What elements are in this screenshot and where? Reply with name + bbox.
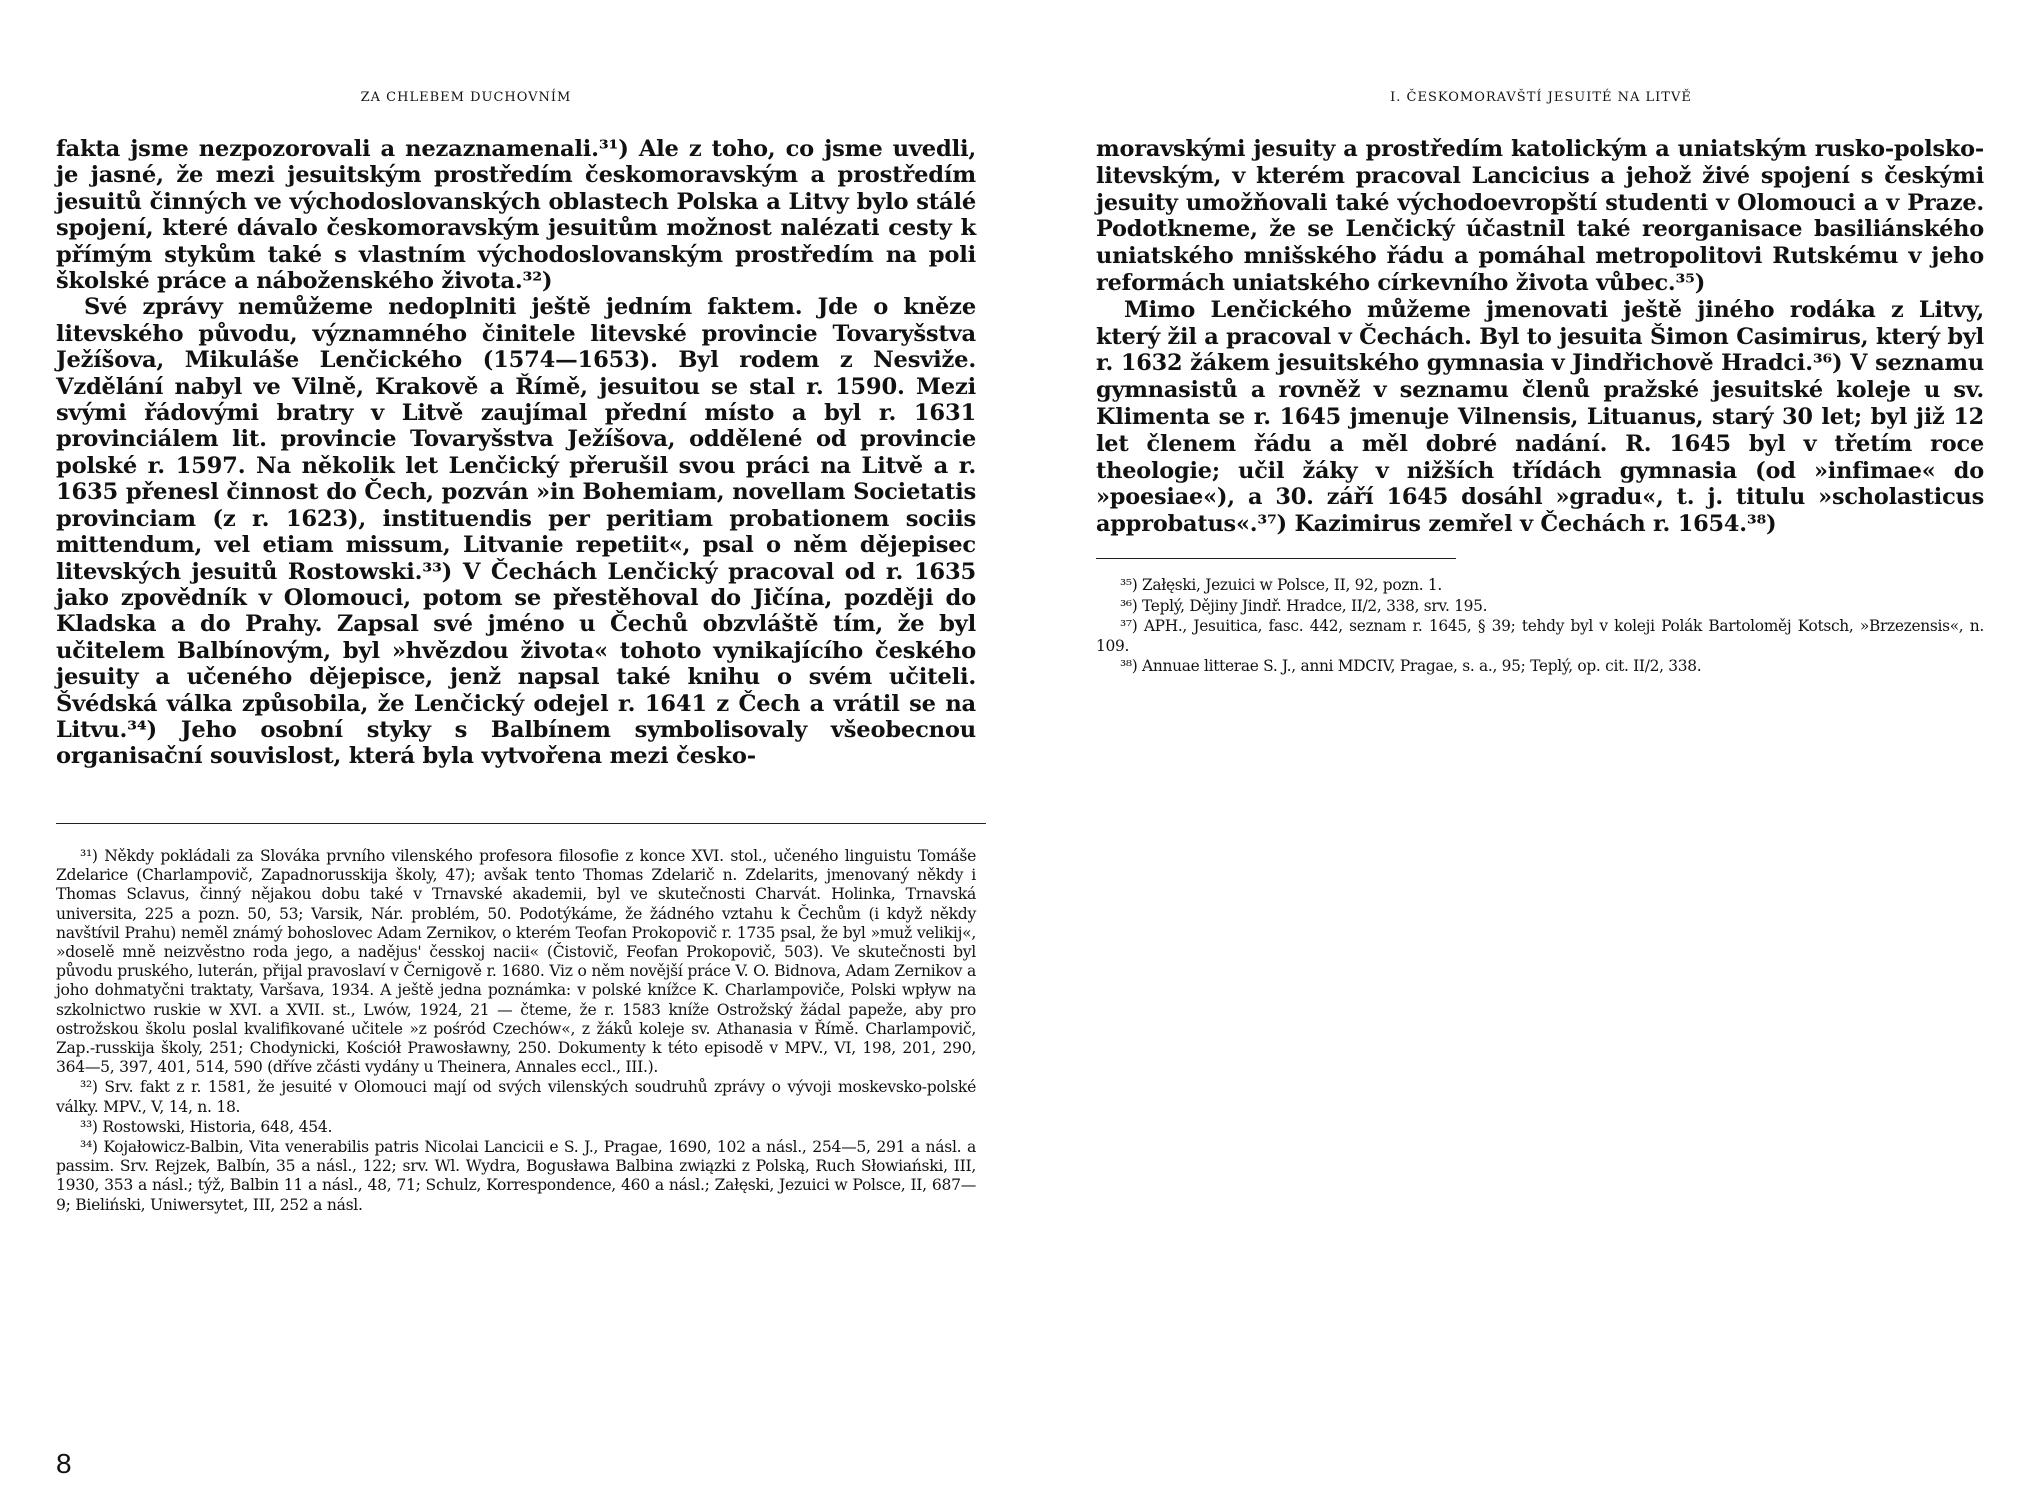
footnote-34: ³⁴) Kojałowicz-Balbin, Vita venerabilis patris Nicolai Lancicii e S. J., Pragae, 1690, 102 a násl., 254—5, 291 a násl. a passim. Srv. Rejzek, Balbín, 35 a násl., 122; srv. Wl. Wydra, Bogusława Balbina związki z Polską, Ruch Słowiański, III, 1930, 353 a násl.; týž, Balbin 11 a násl., 48, 71; Schulz, Korrespondence, 460 a násl.; Załęski, Jezuici w Polsce, II, 687—9; Bieliński, Uniwersytet, III, 252 a násl. xyxy=(56,1138,976,1214)
left-running-head: ZA CHLEBEM DUCHOVNÍM xyxy=(360,90,572,105)
footnote-33: ³³) Rostowski, Historia, 648, 454. xyxy=(80,1117,333,1136)
right-footnotes xyxy=(1096,576,1984,678)
right-paragraph-2: Mimo Lenčického můžeme jmenovati ještě jiného rodáka z Litvy, který žil a pracoval v Čechách. Byl to jesuita Šimon Casimirus, který byl r. 1632 žákem jesuitského gymnasia v Jindřichově Hradci.³⁶) V seznamu gymnasistů a rovněž v seznamu členů pražské jesuitské koleje u sv. Klimenta se r. 1645 jmenuje Vilnensis, Lituanus, starý 30 let; byl již 12 let členem řádu a měl dobré nadání. R. 1645 byl v třetím roce theologie; učil žáky v nižších třídách gymnasia (od »infimae« do »poesiae«), a 30. září 1645 dosáhl »gradu«, t. j. titulu »scholasticus approbatus«.³⁷) Kazimirus zemřel v Čechách r. 1654.³⁸) xyxy=(1096,296,1984,538)
left-footnote-divider xyxy=(56,823,986,824)
footnote-37: ³⁷) APH., Jesuitica, fasc. 442, seznam r. 1645, § 39; tehdy byl v koleji Polák Bartoloměj Kotsch, »Brzezensis«, n. 109. xyxy=(1096,617,1984,655)
left-paragraph-2: Své zprávy nemůžeme nedoplniti ještě jedním faktem. Jde o kněze litevského původu, významného činitele litevské provincie Tovaryšstva Ježíšova, Mikuláše Lenčického (1574—1653). Byl rodem z Nesviže. Vzdělání nabyl ve Vilně, Krakově a Římě, jesuitou se stal r. 1590. Mezi svými řádovými bratry v Litvě zaujímal přední místo a byl r. 1631 provinciálem lit. provincie Tovaryšstva Ježíšova, oddělené od provincie polské r. 1597. Na několik let Lenčický přerušil svou práci na Litvě a r. 1635 přenesl činnost do Čech, pozván »in Bohemiam, novellam Societatis provinciam (z r. 1623), instituendis per peritiam probationem sociis mittendum, vel etiam missum, Litvanie repetiit«, psal o něm dějepisec litevských jesuitů Rostowski.³³) V Čechách Lenčický pracoval od r. 1635 jako zpovědník v Olomouci, potom se přestěhoval do Jičína, později do Kladska a do Prahy. Zapsal své jméno u Čechů obzvláště tím, že byl učitelem Balbínovým, byl »hvězdou života« tohoto vynikajícího českého jesuity a učeného dějepisce, jenž napsal také knihu o svém učiteli. Švédská válka způsobila, že Lenčický odejel r. 1641 z Čech a vrátil se na Litvu.³⁴) Jeho osobní styky s Balbínem symbolisovaly všeobecnou organisační souvislost, která byla vytvořena mezi česko- xyxy=(56,294,976,770)
left-footnotes xyxy=(56,847,976,1216)
right-page xyxy=(1096,0,1984,1500)
right-running-head: I. ČESKOMORAVŠTÍ JESUITÉ NA LITVĚ xyxy=(1390,90,1692,105)
right-body-text xyxy=(1096,136,1984,538)
footnote-36: ³⁶) Teplý, Dějiny Jindř. Hradce, II/2, 338, srv. 195. xyxy=(1120,596,1488,615)
page-number: 8 xyxy=(56,1448,72,1479)
left-page xyxy=(56,0,976,1500)
left-body-text xyxy=(56,136,976,770)
footnote-38: ³⁸) Annuae litterae S. J., anni MDCIV, Pragae, s. a., 95; Teplý, op. cit. II/2, 338. xyxy=(1120,657,1702,676)
right-footnote-divider xyxy=(1096,558,1456,559)
left-paragraph-1: fakta jsme nezpozorovali a nezaznamenali.³¹) Ale z toho, co jsme uvedli, je jasné, že mezi jesuitským prostředím českomoravským a prostředím jesuitů činných ve východoslovanských oblastech Polska a Litvy bylo stálé spojení, které dávalo českomoravským jesuitům možnost nalézati cesty k přímým stykům také s vlastním východoslovanským prostředím na poli školské práce a náboženského života.³²) xyxy=(56,136,976,295)
right-paragraph-1: moravskými jesuity a prostředím katolickým a uniatským rusko-polsko-litevským, v kterém pracoval Lancicius a jehož živé spojení s českými jesuity umožňovali také východoevropští studenti v Olomouci a v Praze. Podotkneme, že se Lenčický účastnil také reorganisace basiliánského uniatského mnišského řádu a pomáhal metropolitovi Rutskému v jeho reformách uniatského církevního života vůbec.³⁵) xyxy=(1096,136,1984,296)
footnote-32: ³²) Srv. fakt z r. 1581, že jesuité v Olomouci mají od svých vilenských soudruhů zprávy o vývoji moskevsko-polské války. MPV., V, 14, n. 18. xyxy=(56,1078,976,1116)
footnote-35: ³⁵) Załęski, Jezuici w Polsce, II, 92, pozn. 1. xyxy=(1120,576,1443,594)
footnote-31: ³¹) Někdy pokládali za Slováka prvního vilenského profesora filosofie z konce XVI. stol., učeného linguistu Tomáše Zdelarice (Charlampovič, Zapadnorusskija školy, 47); avšak tento Thomas Zdelarič n. Zdelarits, jmenovaný někdy i Thomas Sclavus, činný nějakou dobu také v Trnavské akademii, byl ve skutečnosti Charvát. Holinka, Trnavská universita, 225 a pozn. 50, 53; Varsik, Nár. problém, 50. Podotýkáme, že žádného vztahu k Čechům (i když někdy navštívil Prahu) neměl známý bohoslovec Adam Zernikov, o kterém Teofan Prokopovič r. 1735 psal, že byl »muž velikij«, »doselě mně neizvěstno roda jego, a nadějus' česskoj nacii« (Čistovič, Feofan Prokopovič, 503). Ve skutečnosti byl původu pruského, luterán, přijal pravoslaví v Černigově r. 1680. Viz o něm novější práce V. O. Bidnova, Adam Zernikov a joho dohmatyčni traktaty, Varšava, 1934. A ještě jedna poznámka: v polské knížce K. Charlampoviče, Polski wpływ na szkolnictwo ruskie w XVI. a XVII. st., Lwów, 1924, 21 — čteme, že r. 1583 kníže Ostrožský žádal papeže, aby pro ostrožskou školu poslal kvalifikované učitele »z pośród Czechów«, z žáků koleje sv. Athanasia v Římě. Charlampovič, Zap.-russkija školy, 251; Chodynicki, Kościół Prawosławny, 250. Dokumenty k této episodě v MPV., VI, 198, 201, 290, 364—5, 397, 401, 514, 590 (dříve zčásti vydány u Theinera, Annales eccl., III.). xyxy=(56,847,976,1077)
